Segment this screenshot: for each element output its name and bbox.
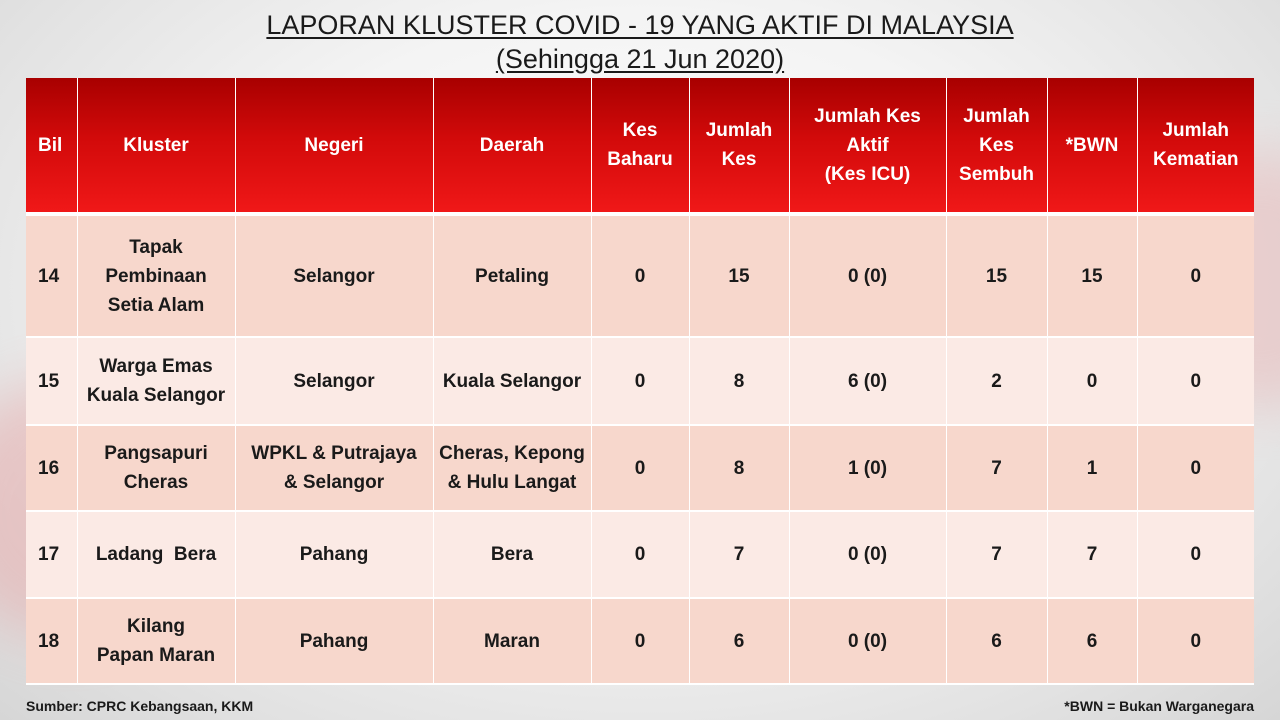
title-line-2: (Sehingga 21 Jun 2020): [495, 44, 785, 74]
cell-jumlah-kes: 6: [689, 598, 789, 684]
cell-jumlah-kes: 8: [689, 425, 789, 511]
cell-kes-aktif: 0 (0): [789, 214, 946, 337]
cell-kes-aktif: 0 (0): [789, 511, 946, 598]
cell-kes-baharu: 0: [591, 425, 689, 511]
table-row: [26, 425, 1254, 511]
cell-kes-sembuh: 2: [946, 337, 1047, 425]
table-row: [26, 337, 1254, 425]
cell-daerah: Bera: [433, 511, 591, 598]
header-jumlah-kes: Jumlah Kes: [689, 78, 789, 214]
cell-negeri: WPKL & Putrajaya & Selangor: [235, 425, 433, 511]
table-row: [26, 598, 1254, 684]
cell-kluster: Pangsapuri Cheras: [77, 425, 235, 511]
header-daerah: Daerah: [433, 78, 591, 214]
bwn-footnote: *BWN = Bukan Warganegara: [1064, 698, 1254, 714]
header-kes-aktif: Jumlah Kes Aktif (Kes ICU): [789, 78, 946, 214]
cell-kematian: 0: [1137, 598, 1254, 684]
table-row: [26, 511, 1254, 598]
cell-kes-sembuh: 7: [946, 425, 1047, 511]
cell-kes-baharu: 0: [591, 511, 689, 598]
source-note: Sumber: CPRC Kebangsaan, KKM: [26, 698, 254, 714]
cell-daerah: Maran: [433, 598, 591, 684]
cluster-table: [26, 78, 1254, 685]
header-bwn: *BWN: [1047, 78, 1137, 214]
cell-negeri: Selangor: [235, 337, 433, 425]
table-row: [26, 214, 1254, 337]
cell-bil: 14: [26, 214, 77, 337]
cell-bil: 16: [26, 425, 77, 511]
cell-kes-sembuh: 6: [946, 598, 1047, 684]
cell-kes-aktif: 6 (0): [789, 337, 946, 425]
cell-kes-sembuh: 7: [946, 511, 1047, 598]
cell-bwn: 15: [1047, 214, 1137, 337]
cell-bwn: 0: [1047, 337, 1137, 425]
cell-bil: 15: [26, 337, 77, 425]
header-row: [26, 78, 1254, 214]
cell-negeri: Selangor: [235, 214, 433, 337]
header-kematian: Jumlah Kematian: [1137, 78, 1254, 214]
cell-bwn: 6: [1047, 598, 1137, 684]
header-negeri: Negeri: [235, 78, 433, 214]
cell-daerah: Kuala Selangor: [433, 337, 591, 425]
cell-negeri: Pahang: [235, 598, 433, 684]
cell-kematian: 0: [1137, 511, 1254, 598]
cell-kluster: Kilang Papan Maran: [77, 598, 235, 684]
header-bil: Bil: [26, 78, 77, 214]
cell-kluster: Tapak Pembinaan Setia Alam: [77, 214, 235, 337]
page-title: [0, 8, 1280, 76]
cell-daerah: Petaling: [433, 214, 591, 337]
cell-kes-baharu: 0: [591, 598, 689, 684]
cell-jumlah-kes: 8: [689, 337, 789, 425]
cell-bwn: 7: [1047, 511, 1137, 598]
header-kes-sembuh: Jumlah Kes Sembuh: [946, 78, 1047, 214]
cell-bil: 18: [26, 598, 77, 684]
cell-kematian: 0: [1137, 425, 1254, 511]
cell-bil: 17: [26, 511, 77, 598]
cell-kes-sembuh: 15: [946, 214, 1047, 337]
cell-kes-aktif: 0 (0): [789, 598, 946, 684]
cell-jumlah-kes: 7: [689, 511, 789, 598]
cell-jumlah-kes: 15: [689, 214, 789, 337]
header-kluster: Kluster: [77, 78, 235, 214]
cell-kematian: 0: [1137, 214, 1254, 337]
cell-daerah: Cheras, Kepong & Hulu Langat: [433, 425, 591, 511]
cell-kes-baharu: 0: [591, 337, 689, 425]
header-kes-baharu: Kes Baharu: [591, 78, 689, 214]
title-line-1: LAPORAN KLUSTER COVID - 19 YANG AKTIF DI MALAYSIA: [266, 10, 1014, 40]
cell-kluster: Warga Emas Kuala Selangor: [77, 337, 235, 425]
cell-kematian: 0: [1137, 337, 1254, 425]
cell-negeri: Pahang: [235, 511, 433, 598]
cell-bwn: 1: [1047, 425, 1137, 511]
cell-kes-baharu: 0: [591, 214, 689, 337]
cell-kes-aktif: 1 (0): [789, 425, 946, 511]
cell-kluster: Ladang Bera: [77, 511, 235, 598]
